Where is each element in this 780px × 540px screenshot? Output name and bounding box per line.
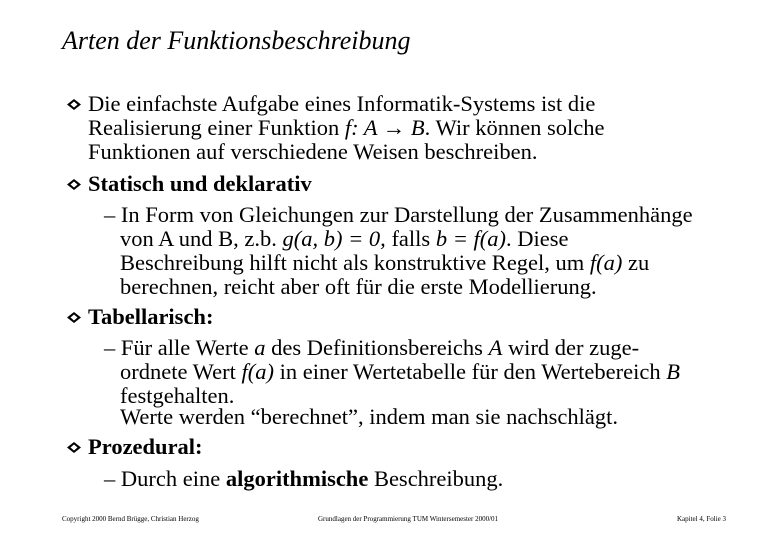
statisch-line-3: Beschreibung hilft nicht als konstruktive Regel, um f(a) zu [120,250,650,275]
footer-course: Grundlagen der Programmierung TUM Wintersemester 2000/01 [318,515,499,523]
tabellarisch-heading: Tabellarisch: [88,304,214,329]
diamond-bullet-icon [64,305,84,329]
prozedural-line-1: – Durch eine algorithmische Beschreibung. [104,466,504,491]
slide-title: Arten der Funktionsbeschreibung [62,26,411,55]
tabellarisch-line-4: Werte werden “berechnet”, indem man sie nachschlägt. [120,404,618,429]
footer-copyright: Copyright 2000 Bernd Brügge, Christian Herzog [62,515,199,523]
tabellarisch-line-1: – Für alle Werte a des Definitionsbereichs A wird der zuge- [104,335,640,360]
tabellarisch-line-2: ordnete Wert f(a) in einer Wertetabelle für den Wertebereich B [120,359,680,384]
statisch-line-1: – In Form von Gleichungen zur Darstellung der Zusammenhänge [104,202,693,227]
diamond-bullet-icon [64,172,84,196]
statisch-line-2: von A und B, z.b. g(a, b) = 0, falls b = f(a). Diese [120,226,569,251]
prozedural-heading: Prozedural: [88,434,203,459]
intro-line-2: Realisierung einer Funktion f: A → B. Wir können solche [88,115,605,140]
tabellarisch-line-3: festgehalten. [120,383,235,408]
intro-line-3: Funktionen auf verschiedene Weisen beschreiben. [88,139,538,164]
diamond-bullet-icon [64,92,84,116]
statisch-heading: Statisch und deklarativ [88,171,312,196]
footer-slide-number: Kapitel 4, Folie 3 [677,515,726,523]
intro-line-1: Die einfachste Aufgabe eines Informatik-Systems ist die [88,91,596,116]
diamond-bullet-icon [64,435,84,459]
statisch-line-4: berechnen, reicht aber oft für die erste Modellierung. [120,274,597,299]
